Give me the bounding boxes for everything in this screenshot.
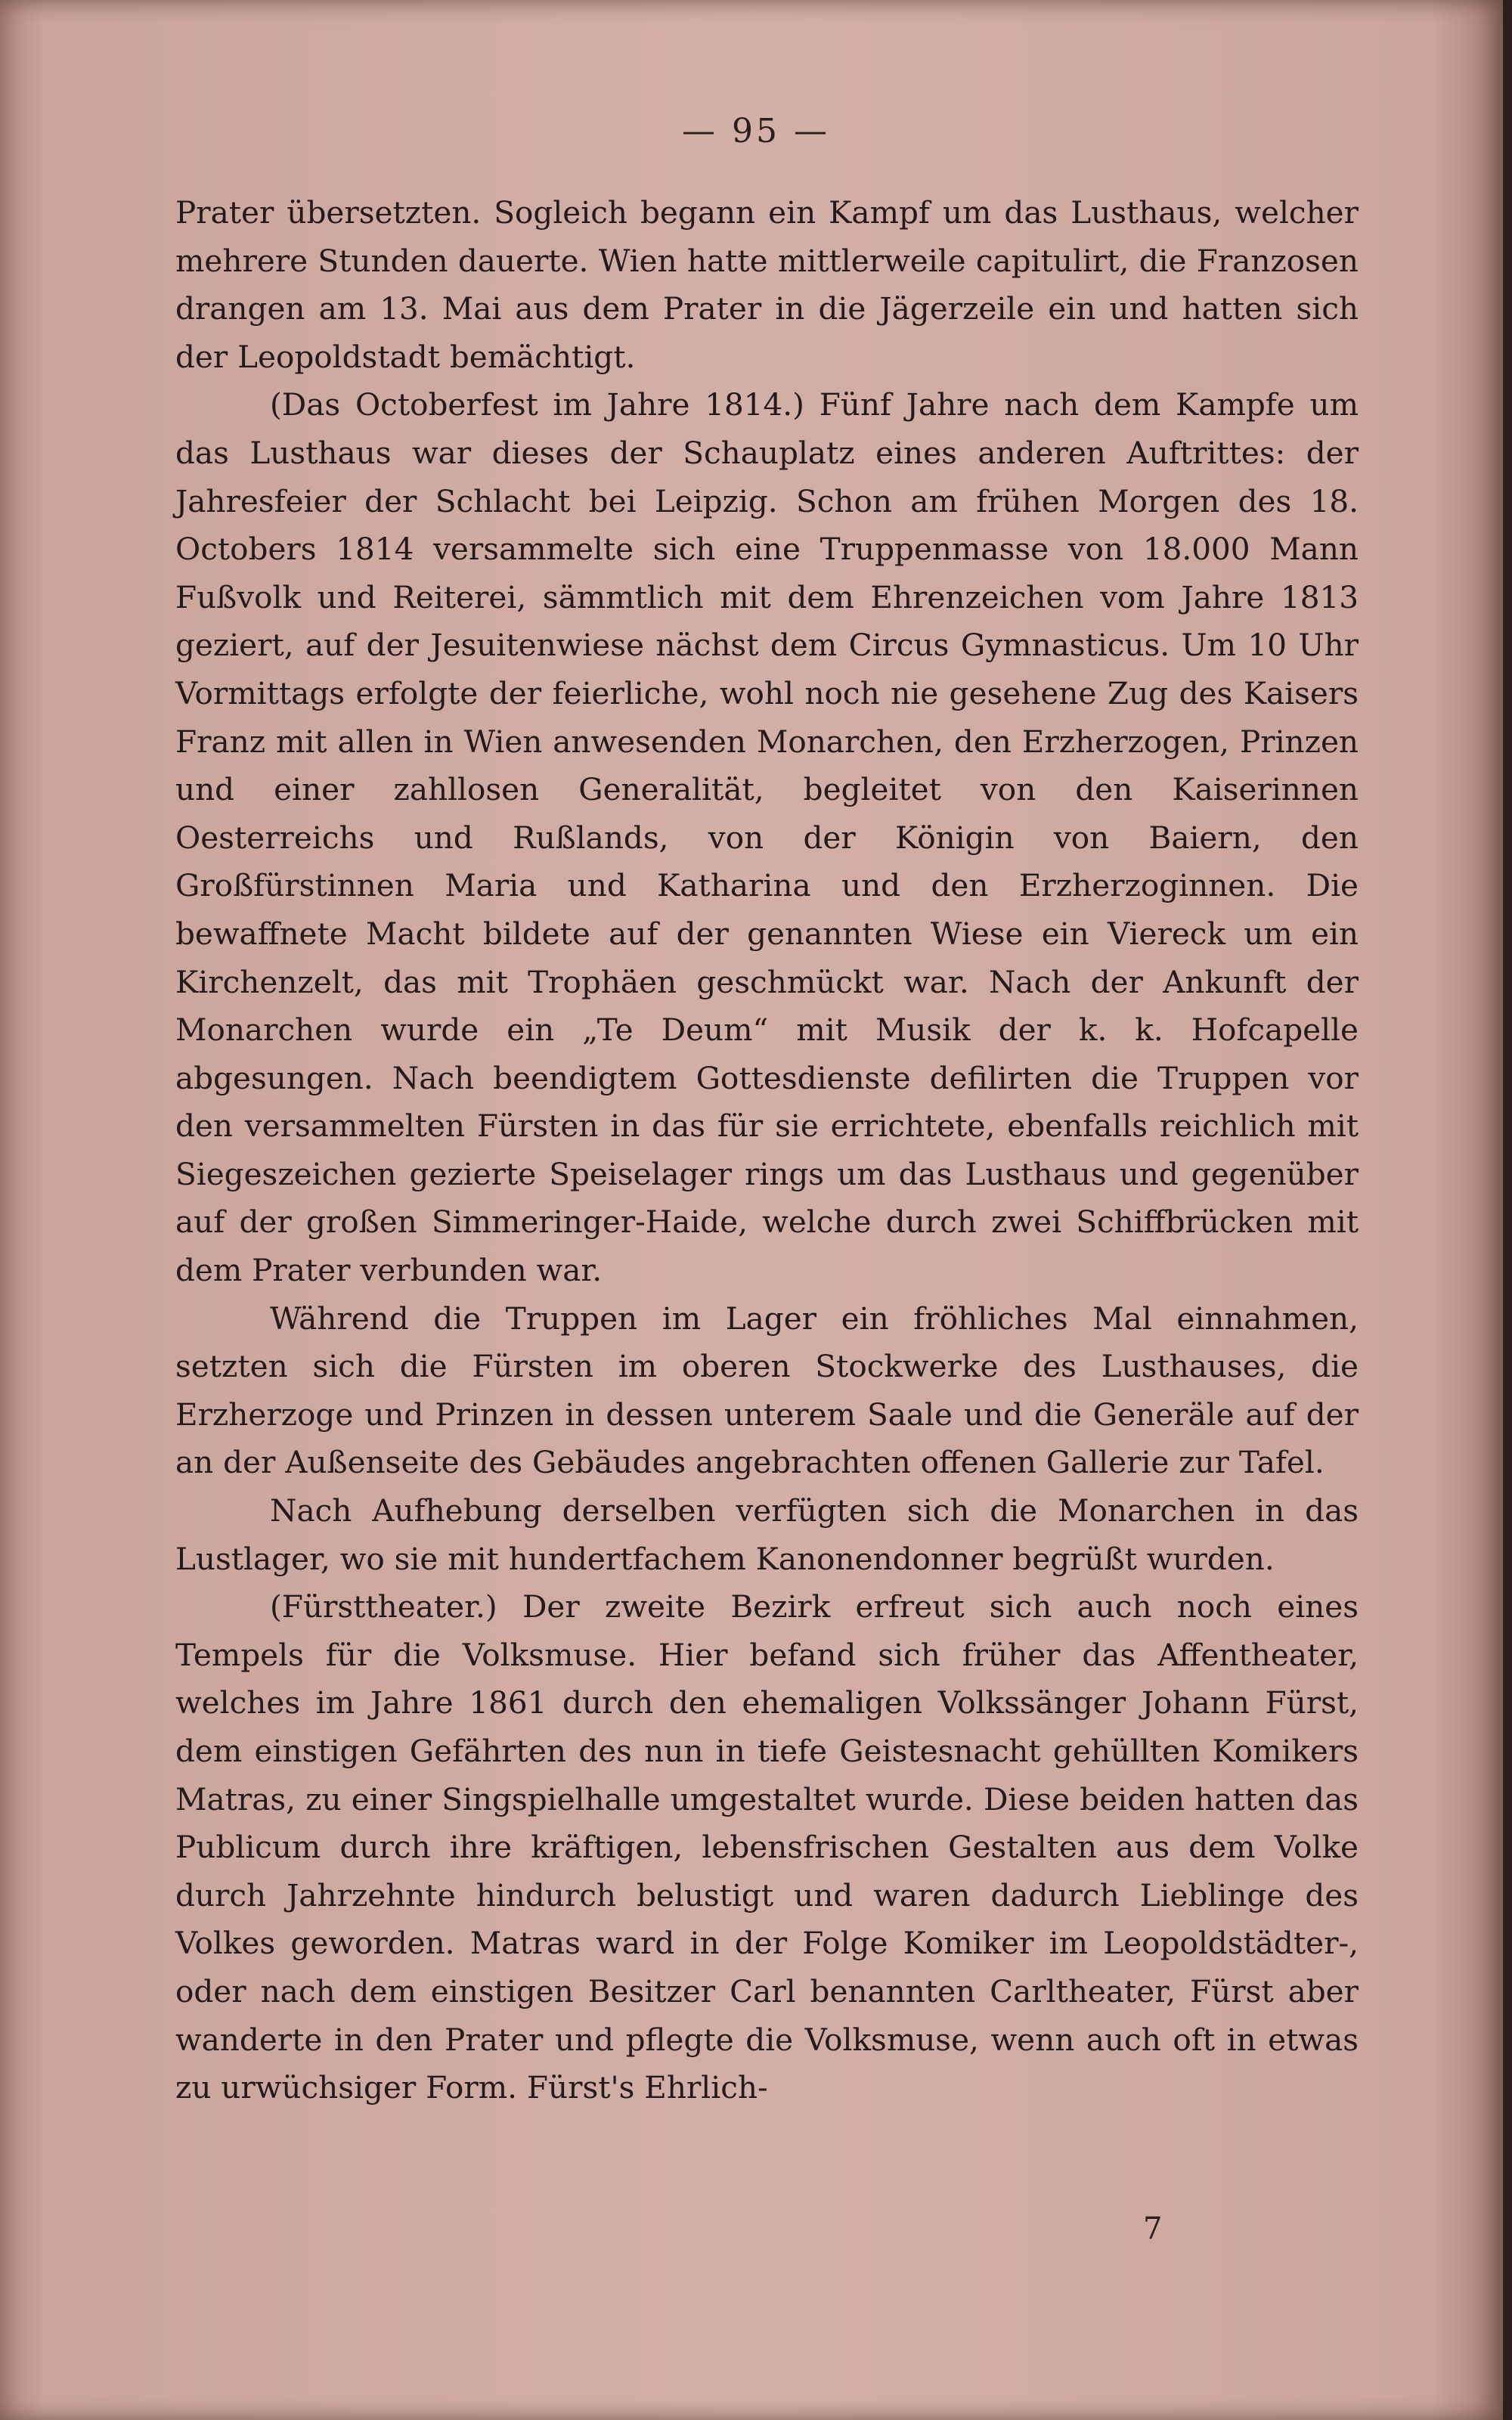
- body-text: [175, 189, 1359, 2112]
- paragraph: Während die Truppen im Lager ein fröhliches Mal einnahmen, setzten sich die Fürsten im oberen Stockwerke des Lusthauses, die Erzherzoge und Prinzen in dessen unterem Saale und die Generäle auf der an der Außenseite des Gebäudes angebrachten offenen Gallerie zur Tafel.: [175, 1300, 1359, 1481]
- page-number-header: — 95 —: [682, 112, 830, 150]
- paragraph: Prater übersetzten. Sogleich begann ein Kampf um das Lusthaus, welcher mehrere Stunden dauerte. Wien hatte mittlerweile capitulirt, die Franzosen drangen am 13. Mai aus dem Prater in die Jägerzeile ein und hatten sich der Leopoldstadt bemächtigt.: [175, 194, 1359, 375]
- paragraph: (Fürsttheater.) Der zweite Bezirk erfreut sich auch noch eines Tempels für die Volksmuse. Hier befand sich früher das Affentheater, welches im Jahre 1861 durch den ehemaligen Volkssänger Johann Fürst, dem einstigen Gefährten des nun in tiefe Geistesnacht gehüllten Komikers Matras, zu einer Singspielhalle umgestaltet wurde. Diese beiden hatten das Publicum durch ihre kräftigen, lebensfrischen Gestalten aus dem Volke durch Jahrzehnte hindurch belustigt und waren dadurch Lieblinge des Volkes geworden. Matras ward in der Folge Komiker im Leopoldstädter-, oder nach dem einstigen Besitzer Carl benannten Carltheater, Fürst aber wanderte in den Prater und pflegte die Volksmuse, wenn auch oft in etwas zu urwüchsiger Form. Fürst's Ehrlich-: [175, 1588, 1359, 2106]
- paragraph: (Das Octoberfest im Jahre 1814.) Fünf Jahre nach dem Kampfe um das Lusthaus war dieses der Schauplatz eines anderen Auftrittes: der Jahresfeier der Schlacht bei Leipzig. Schon am frühen Morgen des 18. Octobers 1814 versammelte sich eine Truppenmasse von 18.000 Mann Fußvolk und Reiterei, sämmtlich mit dem Ehrenzeichen vom Jahre 1813 geziert, auf der Jesuitenwiese nächst dem Circus Gymnasticus. Um 10 Uhr Vormittags erfolgte der feierliche, wohl noch nie gesehene Zug des Kaisers Franz mit allen in Wien anwesenden Monarchen, den Erzherzogen, Prinzen und einer zahllosen Generalität, begleitet von den Kaiserinnen Oesterreichs und Rußlands, von der Königin von Baiern, den Großfürstinnen Maria und Katharina und den Erzherzoginnen. Die bewaffnete Macht bildete auf der genannten Wiese ein Viereck um ein Kirchenzelt, das mit Trophäen geschmückt war. Nach der Ankunft der Monarchen wurde ein „Te Deum“ mit Musik der k. k. Hofcapelle abgesungen. Nach beendigtem Gottesdienste defilirten die Truppen vor den versammelten Fürsten in das für sie errichtete, ebenfalls reichlich mit Siegeszeichen gezierte Speiselager rings um das Lusthaus und gegenüber auf der großen Simmeringer-Haide, welche durch zwei Schiffbrücken mit dem Prater verbunden war.: [175, 386, 1359, 1289]
- book-spine-edge: [1503, 0, 1512, 2420]
- signature-mark: 7: [1143, 2211, 1163, 2246]
- paragraph: Nach Aufhebung derselben verfügten sich die Monarchen in das Lustlager, wo sie mit hundertfachem Kanonendonner begrüßt wurden.: [175, 1492, 1359, 1577]
